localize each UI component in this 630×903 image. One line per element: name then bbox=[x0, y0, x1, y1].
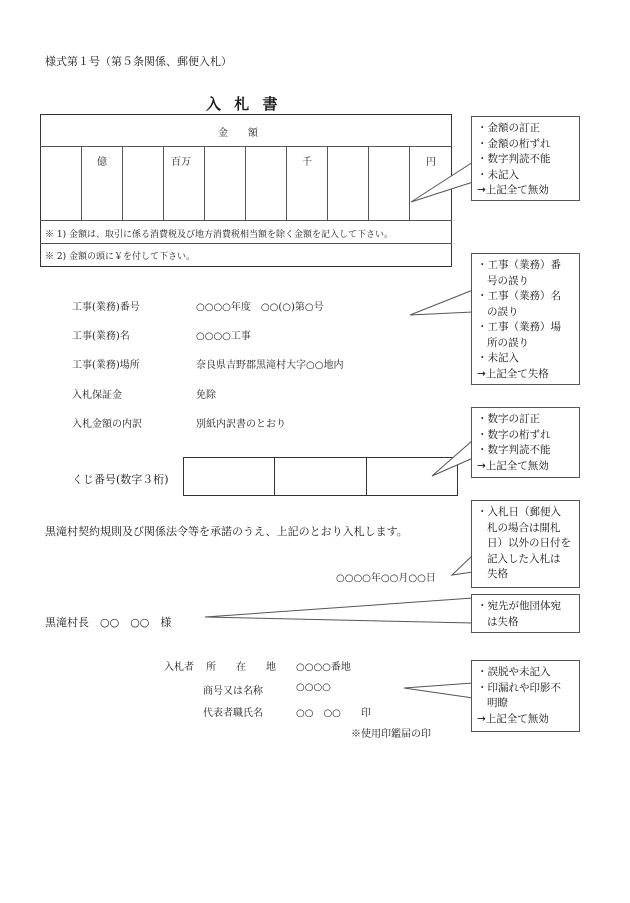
field-label-bid-bond: 入札保証金 bbox=[72, 390, 122, 401]
callout-line: ・未記入 bbox=[477, 168, 519, 181]
leader-lottery bbox=[432, 440, 473, 476]
callout-line: →上記全て失格 bbox=[477, 367, 549, 380]
field-label-project-location: 工事(業務)場所 bbox=[72, 360, 140, 371]
field-label-project-number: 工事(業務)番号 bbox=[72, 302, 140, 313]
digit-label-sen: 千 bbox=[302, 157, 312, 168]
callout-line: ・数字判読不能 bbox=[477, 444, 551, 456]
callout-line: ・工事（業務）名 bbox=[477, 290, 561, 302]
callout-line: 明瞭 bbox=[487, 697, 508, 709]
lottery-label: くじ番号(数字３桁) bbox=[72, 473, 169, 486]
callout-line: 所の誤り bbox=[487, 336, 529, 349]
callout-line: 失格 bbox=[487, 568, 508, 580]
field-value-bid-breakdown: 別紙内訳書のとおり bbox=[196, 419, 286, 430]
callout-line: 記入した入札は bbox=[487, 552, 561, 565]
amount-note-2: ※ 2) 金額の頭に￥を付して下さい。 bbox=[45, 252, 195, 262]
field-label-bid-breakdown: 入札金額の内訳 bbox=[72, 419, 142, 430]
seal-note: ※使用印鑑届の印 bbox=[351, 729, 431, 740]
callout-line: ・数字の訂正 bbox=[477, 413, 540, 425]
callout-line: →上記全て無効 bbox=[477, 184, 549, 196]
document-title: 入 札 書 bbox=[206, 95, 282, 113]
leader-addressee bbox=[205, 598, 473, 623]
amount-header: 金 額 bbox=[218, 128, 258, 139]
field-value-project-number: ○○○○年度 ○○(○)第○号 bbox=[196, 302, 324, 313]
callout-line: の誤り bbox=[487, 305, 519, 318]
declaration-text: 黒滝村契約規則及び関係法令等を承諾のうえ、上記のとおり入札します。 bbox=[45, 525, 408, 538]
bidder-caption: 入札者 bbox=[164, 662, 194, 673]
bidder-address-value: ○○○○番地 bbox=[296, 662, 351, 673]
leader-date bbox=[452, 555, 473, 575]
bidder-name-value: ○○○○ bbox=[296, 682, 331, 693]
callout-line: 号の誤り bbox=[487, 274, 529, 287]
callout-line: 札の場合は開札 bbox=[487, 521, 561, 534]
callout-date-rules bbox=[471, 500, 580, 588]
callout-line: →上記全て無効 bbox=[477, 712, 549, 725]
callout-line: ・金額の訂正 bbox=[477, 122, 540, 134]
callout-line: は失格 bbox=[487, 615, 519, 628]
callout-line: ・宛先が他団体宛 bbox=[477, 600, 561, 612]
digit-label-oku: 億 bbox=[97, 157, 107, 168]
field-value-project-location: 奈良県吉野郡黒滝村大字○○地内 bbox=[196, 360, 344, 371]
callout-line: ・誤脱や未記入 bbox=[477, 666, 551, 678]
callout-line: 日）以外の日付を bbox=[487, 537, 571, 549]
field-label-project-name: 工事(業務)名 bbox=[72, 331, 130, 342]
callout-lottery-rules bbox=[471, 407, 580, 478]
callout-line: ・工事（業務）場 bbox=[477, 321, 561, 333]
amount-note-1: ※ 1) 金額は、取引に係る消費税及び地方消費税相当額を除く金額を記入して下さい。 bbox=[45, 230, 393, 240]
callout-project-rules bbox=[471, 253, 580, 385]
bidder-address-label: 所 在 地 bbox=[206, 662, 276, 673]
callout-line: ・工事（業務）番 bbox=[477, 259, 561, 271]
form-number-header: 様式第１号（第５条関係、郵便入札） bbox=[45, 55, 232, 68]
leader-amount bbox=[411, 162, 473, 202]
digit-label-en: 円 bbox=[426, 157, 436, 168]
callout-line: ・数字判読不能 bbox=[477, 153, 551, 165]
bidder-representative-value: ○○ ○○ 印 bbox=[296, 708, 371, 719]
callout-amount-rules bbox=[471, 116, 580, 201]
bidder-representative-label: 代表者職氏名 bbox=[203, 708, 263, 719]
callout-seal-rules bbox=[471, 660, 580, 732]
callout-line: ・印漏れや印影不 bbox=[477, 681, 561, 694]
field-value-project-name: ○○○○工事 bbox=[196, 331, 251, 342]
callout-line: ・入札日（郵便入 bbox=[477, 506, 561, 518]
leader-project bbox=[410, 290, 473, 315]
field-value-bid-bond: 免除 bbox=[196, 390, 216, 401]
leader-seal bbox=[404, 683, 473, 698]
bidder-name-label: 商号又は名称 bbox=[203, 686, 263, 697]
addressee: 黒滝村長 ○○ ○○ 様 bbox=[45, 616, 172, 629]
callout-line: →上記全て無効 bbox=[477, 459, 549, 472]
callout-line: ・数字の桁ずれ bbox=[477, 428, 551, 441]
callout-line: ・未記入 bbox=[477, 352, 519, 364]
callout-line: ・金額の桁ずれ bbox=[477, 137, 551, 150]
digit-label-hyakuman: 百万 bbox=[171, 157, 191, 168]
callout-addressee-rules bbox=[471, 594, 580, 633]
bid-date: ○○○○年○○月○○日 bbox=[336, 573, 436, 584]
